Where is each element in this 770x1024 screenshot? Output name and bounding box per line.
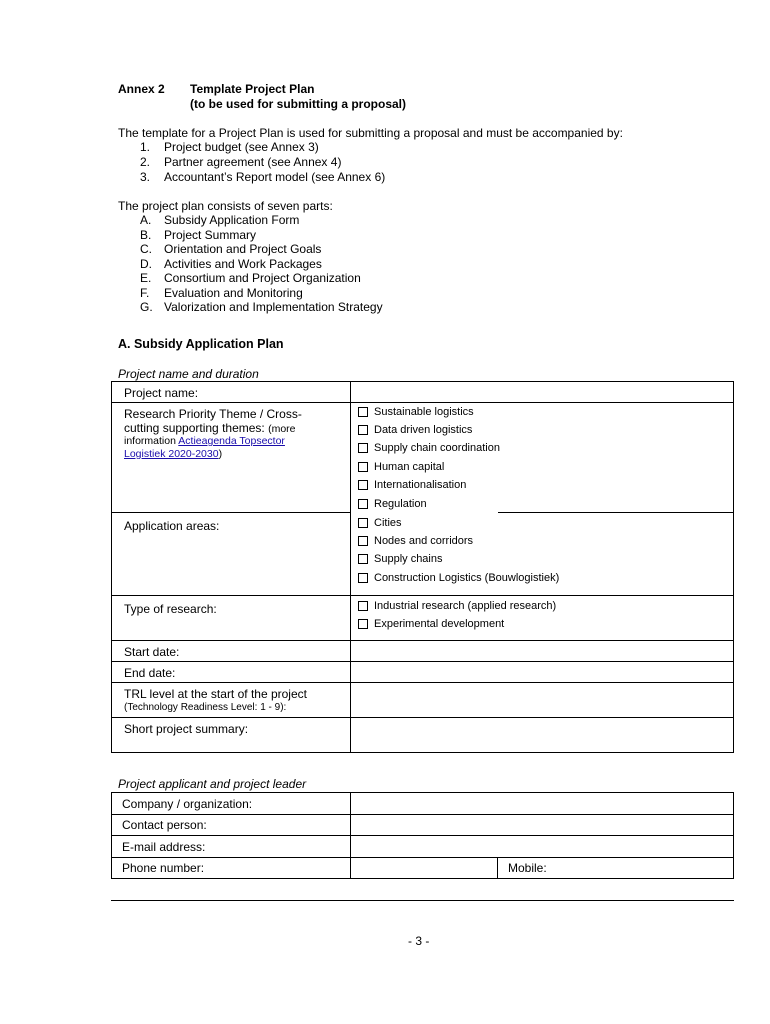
summary-field[interactable] xyxy=(352,719,732,751)
actieagenda-link-2[interactable]: Logistiek 2020-2030 xyxy=(124,448,219,460)
checkbox[interactable] xyxy=(358,407,368,417)
part-marker: F. xyxy=(140,286,150,300)
part-text: Valorization and Implementation Strategy xyxy=(164,300,383,314)
trl-label: TRL level at the start of the project xyxy=(124,687,307,701)
area-option[interactable]: Construction Logistics (Bouwlogistiek) xyxy=(358,571,559,585)
theme-label: Research Priority Theme / Cross- xyxy=(124,407,302,421)
start-date-label: Start date: xyxy=(124,645,180,659)
checkbox[interactable] xyxy=(358,462,368,472)
area-option[interactable]: Nodes and corridors xyxy=(358,534,473,548)
intro-item-text: Project budget (see Annex 3) xyxy=(164,140,319,154)
actieagenda-link[interactable]: Actieagenda Topsector xyxy=(178,435,285,447)
checkbox[interactable] xyxy=(358,601,368,611)
checkbox[interactable] xyxy=(358,518,368,528)
summary-label: Short project summary: xyxy=(124,722,249,736)
intro-item-marker: 2. xyxy=(140,155,151,169)
company-label: Company / organization: xyxy=(122,797,253,811)
phone-field[interactable] xyxy=(352,859,496,878)
checkbox[interactable] xyxy=(358,443,368,453)
theme-option[interactable]: Sustainable logistics xyxy=(358,405,474,419)
checkbox[interactable] xyxy=(358,536,368,546)
intro-item-marker: 3. xyxy=(140,170,151,184)
company-field[interactable] xyxy=(352,794,732,813)
project-name-field[interactable] xyxy=(352,383,732,401)
table1-caption: Project name and duration xyxy=(118,367,259,381)
area-option[interactable]: Cities xyxy=(358,516,402,530)
part-text: Consortium and Project Organization xyxy=(164,271,361,285)
theme-option[interactable]: Supply chain coordination xyxy=(358,441,500,455)
theme-close: ) xyxy=(218,448,223,460)
checkbox[interactable] xyxy=(358,480,368,490)
part-text: Activities and Work Packages xyxy=(164,257,322,271)
phone-label: Phone number: xyxy=(122,861,205,875)
part-text: Subsidy Application Form xyxy=(164,213,300,227)
trl-note: (Technology Readiness Level: 1 - 9): xyxy=(124,702,287,713)
checkbox[interactable] xyxy=(358,573,368,583)
application-areas-label: Application areas: xyxy=(124,519,220,533)
footer-rule xyxy=(111,900,734,901)
checkbox[interactable] xyxy=(358,425,368,435)
table2-caption: Project applicant and project leader xyxy=(118,777,307,791)
theme-more: (more xyxy=(268,423,296,435)
part-text: Orientation and Project Goals xyxy=(164,242,322,256)
trl-field[interactable] xyxy=(352,684,732,716)
part-marker: C. xyxy=(140,242,152,256)
intro-item-text: Partner agreement (see Annex 4) xyxy=(164,155,342,169)
research-option[interactable]: Experimental development xyxy=(358,617,504,631)
page-number: - 3 - xyxy=(408,934,430,948)
contact-field[interactable] xyxy=(352,816,732,834)
intro-item-marker: 1. xyxy=(140,140,151,154)
email-label: E-mail address: xyxy=(122,840,206,854)
part-marker: G. xyxy=(140,300,153,314)
mobile-label: Mobile: xyxy=(508,861,547,875)
annex-title: Template Project Plan xyxy=(190,82,315,96)
part-marker: A. xyxy=(140,213,152,227)
theme-info: information xyxy=(124,435,176,447)
end-date-field[interactable] xyxy=(352,663,732,681)
intro-item-text: Accountant’s Report model (see Annex 6) xyxy=(164,170,386,184)
part-marker: D. xyxy=(140,257,152,271)
theme-option[interactable]: Regulation xyxy=(358,497,427,511)
part-marker: B. xyxy=(140,228,152,242)
part-text: Project Summary xyxy=(164,228,257,242)
checkbox[interactable] xyxy=(358,554,368,564)
research-type-label: Type of research: xyxy=(124,602,217,616)
section-a-heading: A. Subsidy Application Plan xyxy=(118,337,284,351)
checkbox[interactable] xyxy=(358,619,368,629)
checkbox[interactable] xyxy=(358,499,368,509)
theme-label-2: cutting supporting themes: xyxy=(124,421,265,435)
project-name-label: Project name: xyxy=(124,386,199,400)
annex-number: Annex 2 xyxy=(118,82,165,96)
contact-label: Contact person: xyxy=(122,818,207,832)
research-option[interactable]: Industrial research (applied research) xyxy=(358,599,556,613)
theme-option[interactable]: Data driven logistics xyxy=(358,423,472,437)
start-date-field[interactable] xyxy=(352,642,732,660)
intro-text: The template for a Project Plan is used for submitting a proposal and must be accompanied by: xyxy=(118,126,623,140)
theme-option[interactable]: Human capital xyxy=(358,460,444,474)
area-option[interactable]: Supply chains xyxy=(358,552,443,566)
email-field[interactable] xyxy=(352,837,732,856)
part-text: Evaluation and Monitoring xyxy=(164,286,303,300)
part-marker: E. xyxy=(140,271,152,285)
annex-subtitle: (to be used for submitting a proposal) xyxy=(190,97,406,111)
theme-option[interactable]: Internationalisation xyxy=(358,478,466,492)
parts-text: The project plan consists of seven parts: xyxy=(118,199,333,213)
end-date-label: End date: xyxy=(124,666,176,680)
